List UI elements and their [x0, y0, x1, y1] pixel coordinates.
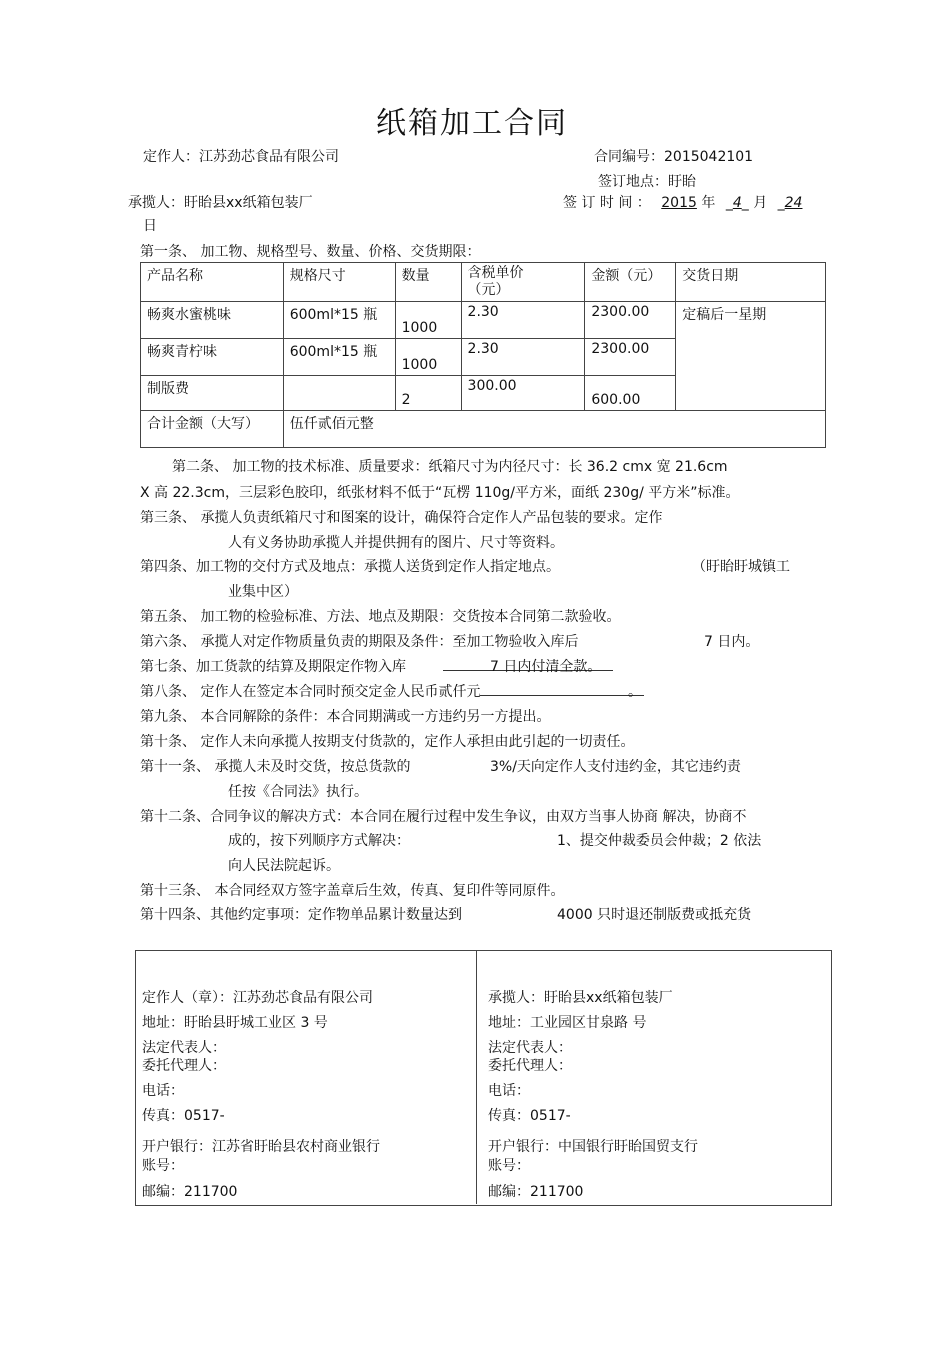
- header-spec: 规格尺寸: [283, 263, 395, 302]
- cell-spec: [283, 376, 395, 411]
- table-total-row: [141, 411, 826, 448]
- article-6-days: 7 日内。: [704, 634, 760, 650]
- article-11-penalty: 3%/天向定作人支付违约金，其它违约责: [490, 759, 741, 775]
- total-value: 伍仟贰佰元整: [283, 411, 825, 448]
- client-legal-rep: 法定代表人：: [142, 1040, 226, 1056]
- header-amount: 金额（元）: [585, 263, 676, 302]
- contract-number: 合同编号：2015042101: [594, 149, 754, 165]
- cell-qty: 1000: [395, 339, 461, 376]
- cell-product: 畅爽青柠味: [141, 339, 284, 376]
- cell-product: 制版费: [141, 376, 284, 411]
- article-12-line-1: 第十二条、合同争议的解决方式：本合同在履行过程中发生争议，由双方当事人协商 解决，协商不: [140, 809, 747, 825]
- table-header-row: [141, 263, 826, 302]
- article-5: 第五条、 加工物的检验标准、方法、地点及期限：交货按本合同第二款验收。: [140, 609, 621, 625]
- client-agent: 委托代理人：: [142, 1058, 226, 1074]
- client-account: 账号：: [142, 1158, 184, 1174]
- sign-time-label: 签 订 时 间 ：: [563, 195, 651, 211]
- article-3-line-1: 第三条、 承揽人负责纸箱尺寸和图案的设计，确保符合定作人产品包装的要求。定作: [140, 510, 663, 526]
- contractor-phone: 电话：: [488, 1083, 530, 1099]
- article-11-line-1: 第十一条、 承揽人未及时交货，按总货款的: [140, 759, 411, 775]
- article-10: 第十条、 定作人未向承揽人按期支付货款的，定作人承担由此引起的一切责任。: [140, 734, 635, 750]
- cell-spec: 600ml*15 瓶: [283, 302, 395, 339]
- header-product: 产品名称: [141, 263, 284, 302]
- total-label: 合计金额（大写）: [141, 411, 284, 448]
- article-3-line-2: 人有义务协助承揽人并提供拥有的图片、尺寸等资料。: [228, 535, 564, 551]
- article-8-underline: [480, 695, 644, 696]
- client-address: 地址：盱眙县盱城工业区 3 号: [142, 1015, 328, 1031]
- table-row: [141, 302, 826, 339]
- sign-month: 4: [732, 195, 742, 211]
- contractor-postcode: 邮编：211700: [488, 1184, 584, 1200]
- article-11-line-2: 任按《合同法》执行。: [228, 784, 368, 800]
- contractor-bank: 开户银行：中国银行盱眙国贸支行: [488, 1139, 698, 1155]
- article-7-days: 7 日内付清全款。: [490, 659, 602, 675]
- article-1: 第一条、 加工物、规格型号、数量、价格、交货期限：: [140, 244, 481, 260]
- article-2-line-1: 第二条、 加工物的技术标准、质量要求：纸箱尺寸为内径尺寸：长 36.2 cmx 宽 21.6cm: [172, 459, 728, 475]
- cell-amount: 600.00: [585, 376, 676, 411]
- contractor-name: 承揽人：盱眙县xx纸箱包装厂: [128, 195, 313, 211]
- header-unit-price: 含税单价 （元）: [461, 263, 585, 302]
- article-12-line-2: 成的，按下列顺序方式解决：: [228, 833, 410, 849]
- article-4-location: （盱眙盱城镇工: [692, 559, 790, 575]
- article-6: 第六条、 承揽人对定作物质量负责的期限及条件：至加工物验收入库后: [140, 634, 579, 650]
- cell-spec: 600ml*15 瓶: [283, 339, 395, 376]
- client-postcode: 邮编：211700: [142, 1184, 238, 1200]
- page-title: 纸箱加工合同: [376, 106, 568, 141]
- article-8: 第八条、 定作人在签定本合同时预交定金人民币贰仟元: [140, 684, 481, 700]
- contractor-party: 承揽人：盱眙县xx纸箱包装厂: [488, 990, 673, 1006]
- header-qty: 数量: [395, 263, 461, 302]
- article-4-line-1: 第四条、加工物的交付方式及地点：承揽人送货到定作人指定地点。: [140, 559, 560, 575]
- cell-delivery: 定稿后一星期: [676, 302, 826, 411]
- sign-time: 签 订 时 间 ： 2015 年 _4_ 月 _24: [563, 195, 803, 211]
- cell-unit-price: 2.30: [461, 302, 585, 339]
- article-2-line-2: X 高 22.3cm，三层彩色胶印，纸张材料不低于“瓦楞 110g/平方米，面纸 230g/ 平方米”标准。: [140, 485, 740, 501]
- cell-unit-price: 2.30: [461, 339, 585, 376]
- client-name: 定作人：江苏劲芯食品有限公司: [143, 149, 339, 165]
- sign-day: 24: [784, 195, 803, 211]
- sign-place: 签订地点：盱眙: [598, 174, 696, 190]
- article-7: 第七条、加工货款的结算及期限定作物入库: [140, 659, 406, 675]
- article-4-line-2: 业集中区）: [228, 584, 298, 600]
- cell-qty: 2: [395, 376, 461, 411]
- cell-amount: 2300.00: [585, 339, 676, 376]
- article-14: 第十四条、其他约定事项：定作物单品累计数量达到: [140, 907, 462, 923]
- contractor-agent: 委托代理人：: [488, 1058, 572, 1074]
- cell-product: 畅爽水蜜桃味: [141, 302, 284, 339]
- sign-year-unit: 年: [701, 195, 716, 211]
- cell-amount: 2300.00: [585, 302, 676, 339]
- cell-qty: 1000: [395, 302, 461, 339]
- article-13: 第十三条、 本合同经双方签字盖章后生效，传真、复印件等同原件。: [140, 883, 565, 899]
- items-table: [140, 262, 826, 448]
- article-12-options: 1、提交仲裁委员会仲裁；2 依法: [557, 833, 762, 849]
- sign-month-unit: 月: [753, 195, 768, 211]
- article-14-qty: 4000 只时退还制版费或抵充货: [557, 907, 752, 923]
- client-phone: 电话：: [142, 1083, 184, 1099]
- sign-year: 2015: [661, 195, 697, 211]
- client-fax: 传真：0517-: [142, 1108, 225, 1124]
- contractor-legal-rep: 法定代表人：: [488, 1040, 572, 1056]
- contractor-account: 账号：: [488, 1158, 530, 1174]
- article-12-line-3: 向人民法院起诉。: [228, 858, 340, 874]
- client-bank: 开户银行：江苏省盱眙县农村商业银行: [142, 1139, 380, 1155]
- article-9: 第九条、 本合同解除的条件：本合同期满或一方违约另一方提出。: [140, 709, 551, 725]
- client-party: 定作人（章）：江苏劲芯食品有限公司: [142, 990, 373, 1006]
- article-8-end: 。: [628, 684, 642, 700]
- contractor-address: 地址：工业园区甘泉路 号: [488, 1015, 647, 1031]
- header-delivery: 交货日期: [676, 263, 826, 302]
- signature-divider: [476, 950, 477, 1204]
- sign-day-unit: 日: [143, 218, 157, 234]
- cell-unit-price: 300.00: [461, 376, 585, 411]
- contractor-fax: 传真：0517-: [488, 1108, 571, 1124]
